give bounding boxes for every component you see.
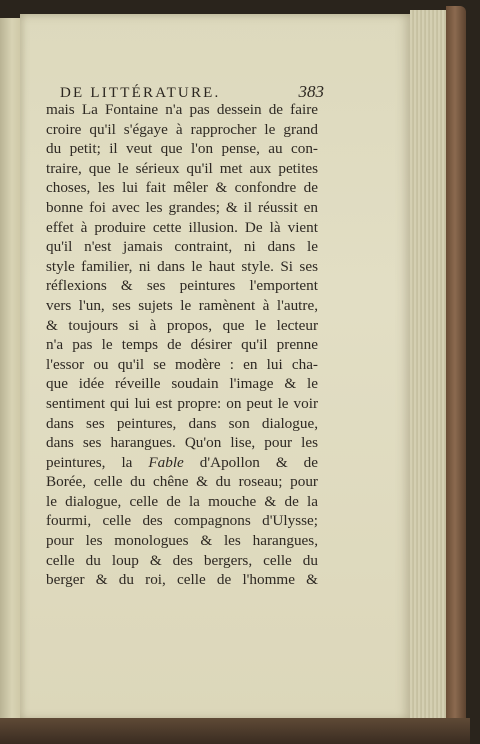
text-line: & toujours si à propos, que le lecteur [46, 316, 318, 334]
text-line: dans ses peintures, dans son dialogue, [46, 414, 318, 432]
text-line: réflexions & ses peintures l'emportent [46, 277, 318, 295]
text-line: bonne foi avec les grandes; & il réussit en [46, 198, 318, 216]
text-line: le dialogue, celle de la mouche & de la [46, 492, 318, 510]
text-line: celle du loup & des bergers, celle du [46, 551, 318, 569]
text-line: qu'il n'est jamais contraint, ni dans le [46, 238, 318, 256]
left-page-edge [0, 18, 21, 718]
running-head [60, 82, 324, 102]
text-fragment: peintures, la [46, 453, 149, 471]
text-line: mais La Fontaine n'a pas dessein de faire [46, 101, 318, 118]
text-line: berger & du roi, celle de l'homme & [46, 571, 318, 589]
text-line: l'essor ou qu'il se modère : en lui cha- [46, 355, 318, 373]
running-head-title: DE LITTÉRATURE. [60, 85, 221, 101]
body-text [46, 100, 318, 590]
text-fragment: d'Apollon & de [183, 453, 318, 471]
text-line: traire, que le sérieux qu'il met aux petites [46, 159, 318, 177]
text-line: style familier, ni dans le haut style. Si ses [46, 257, 318, 275]
text-line-with-italic [46, 453, 318, 473]
text-line: croire qu'il s'égaye à rapprocher le grand [46, 120, 318, 138]
page-stack-edge [410, 10, 448, 722]
text-line: n'a pas le temps de désirer qu'il prenne [46, 336, 318, 354]
book-bottom-board [0, 718, 470, 744]
text-line: Borée, celle du chêne & du roseau; pour [46, 473, 318, 491]
book-cover-edge [446, 6, 466, 728]
text-line: choses, les lui fait mêler & confondre de [46, 179, 318, 197]
text-line: sentiment qui lui est propre: on peut le voir [46, 394, 318, 412]
text-line: que idée réveille soudain l'image & le [46, 375, 318, 393]
text-line: dans ses harangues. Qu'on lise, pour les [46, 434, 318, 452]
text-line: fourmi, celle des compagnons d'Ulysse; [46, 512, 318, 530]
text-line: vers l'un, ses sujets le ramènent à l'autre, [46, 296, 318, 314]
page-number: 383 [298, 82, 324, 101]
text-line: pour les monologues & les harangues, [46, 532, 318, 550]
text-line: du petit; il veut que l'on pense, au con- [46, 140, 318, 158]
text-line: effet à produire cette illusion. De là vient [46, 218, 318, 236]
italic-title-fable: Fable [148, 453, 184, 471]
